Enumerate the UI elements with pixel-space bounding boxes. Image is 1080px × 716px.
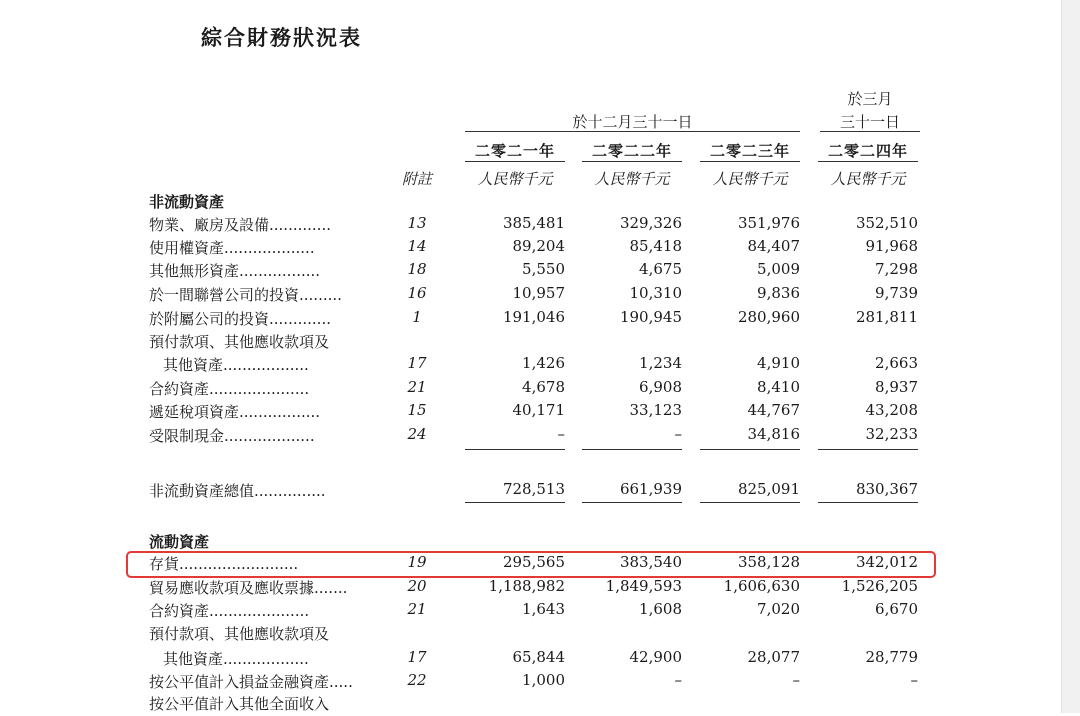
row-label: 流動資產 [149, 533, 210, 551]
value-2023: 825,091 [737, 480, 800, 498]
value-2024: 9,739 [875, 284, 918, 302]
subtotal-line [700, 449, 800, 450]
value-2022: 383,540 [619, 553, 682, 571]
value-2024: – [910, 671, 918, 689]
unit-header: 人民幣千元 [712, 170, 788, 188]
value-2022: – [674, 671, 682, 689]
year-underline [465, 161, 565, 162]
value-2023: – [792, 671, 800, 689]
value-2023: 4,910 [757, 354, 800, 372]
value-2021: 10,957 [512, 284, 565, 302]
group-underline [465, 131, 800, 132]
value-2024: 352,510 [855, 214, 918, 232]
value-2022: 85,418 [629, 237, 682, 255]
subtotal-line [582, 449, 682, 450]
value-2022: 4,675 [639, 260, 682, 278]
march-underline [820, 131, 920, 132]
value-2023: 5,009 [757, 260, 800, 278]
year-underline [818, 161, 918, 162]
value-2022: 329,326 [619, 214, 682, 232]
value-2021: 191,046 [502, 308, 565, 326]
row-note: 1 [412, 308, 422, 326]
value-2024: 8,937 [875, 378, 918, 396]
row-label: 於一間聯營公司的投資......... [149, 286, 342, 304]
value-2024: 6,670 [875, 600, 918, 618]
row-note: 14 [407, 237, 427, 255]
table-row [0, 260, 1060, 283]
row-label: 合約資產..................... [149, 380, 310, 398]
year-header-2024: 二零二四年 [827, 142, 908, 160]
row-label: 按公平值計入其他全面收入 [149, 695, 330, 713]
table-row [0, 284, 1060, 307]
row-note: 24 [407, 425, 427, 443]
unit-header: 人民幣千元 [594, 170, 670, 188]
year-header-2021: 二零二一年 [474, 142, 555, 160]
year-header-2022: 二零二二年 [591, 142, 672, 160]
value-2021: 4,678 [522, 378, 565, 396]
row-note: 22 [407, 671, 427, 689]
table-row [0, 553, 1060, 576]
total-row [0, 480, 1060, 503]
table-row [0, 308, 1060, 331]
row-label: 預付款項、其他應收款項及 [149, 333, 330, 351]
row-note: 15 [407, 401, 427, 419]
table-row [0, 331, 1060, 354]
value-2024: 28,779 [865, 648, 918, 666]
row-label: 貿易應收款項及應收票據....... [149, 579, 348, 597]
value-2023: 280,960 [737, 308, 800, 326]
value-2022: 10,310 [629, 284, 682, 302]
value-2022: 1,608 [639, 600, 682, 618]
total-underline [818, 502, 918, 503]
value-2023: 84,407 [747, 237, 800, 255]
row-label: 非流動資產總值............... [149, 482, 326, 500]
table-row [0, 577, 1060, 600]
note-column-header: 附註 [401, 170, 432, 188]
value-2022: 190,945 [619, 308, 682, 326]
table-row [0, 648, 1060, 671]
value-2021: 1,188,982 [488, 577, 565, 595]
row-label: 其他無形資產................. [149, 262, 321, 280]
value-2023: 9,836 [757, 284, 800, 302]
row-label: 其他資產.................. [163, 650, 309, 668]
value-2023: 1,606,630 [723, 577, 800, 595]
value-2023: 44,767 [747, 401, 800, 419]
value-2021: 65,844 [512, 648, 565, 666]
value-2021: 89,204 [512, 237, 565, 255]
value-2022: 1,234 [639, 354, 682, 372]
table-row [0, 623, 1060, 646]
table-row [0, 671, 1060, 694]
row-note: 20 [407, 577, 427, 595]
row-label: 其他資產.................. [163, 356, 309, 374]
row-note: 17 [407, 354, 427, 372]
row-label: 遞延稅項資產................. [149, 403, 321, 421]
value-2024: 281,811 [855, 308, 918, 326]
table-row [0, 237, 1060, 260]
table-row [0, 378, 1060, 401]
row-label: 合約資產..................... [149, 602, 310, 620]
value-2021: 1,000 [522, 671, 565, 689]
value-2023: 34,816 [747, 425, 800, 443]
march-label-line-2: 三十一日 [839, 113, 900, 131]
value-2024: 342,012 [855, 553, 918, 571]
page-title: 綜合財務狀況表 [201, 25, 362, 50]
value-2021: 728,513 [502, 480, 565, 498]
row-note: 13 [407, 214, 427, 232]
total-underline [465, 502, 565, 503]
row-label: 存貨......................... [149, 555, 299, 573]
value-2021: 295,565 [502, 553, 565, 571]
value-2024: 1,526,205 [841, 577, 918, 595]
row-label: 使用權資產................... [149, 239, 315, 257]
row-note: 18 [407, 260, 427, 278]
value-2022: – [674, 425, 682, 443]
row-note: 21 [407, 600, 427, 618]
total-underline [700, 502, 800, 503]
value-2021: – [557, 425, 565, 443]
value-2021: 1,643 [522, 600, 565, 618]
row-label: 預付款項、其他應收款項及 [149, 625, 330, 643]
value-2022: 661,939 [619, 480, 682, 498]
table-row [0, 425, 1060, 448]
table-row [0, 401, 1060, 424]
table-row [0, 600, 1060, 623]
row-label: 非流動資產 [149, 193, 225, 211]
value-2024: 91,968 [865, 237, 918, 255]
value-2023: 351,976 [737, 214, 800, 232]
unit-header: 人民幣千元 [477, 170, 553, 188]
value-2022: 33,123 [629, 401, 682, 419]
row-label: 受限制現金................... [149, 427, 315, 445]
row-label: 按公平值計入損益金融資產..... [149, 673, 353, 691]
value-2024: 32,233 [865, 425, 918, 443]
march-label-line-1: 於三月 [847, 90, 893, 108]
value-2021: 40,171 [512, 401, 565, 419]
section-heading-non-current [0, 191, 1060, 214]
value-2023: 8,410 [757, 378, 800, 396]
row-label: 於附屬公司的投資............. [149, 310, 331, 328]
value-2022: 1,849,593 [605, 577, 682, 595]
value-2024: 7,298 [875, 260, 918, 278]
unit-header: 人民幣千元 [830, 170, 906, 188]
year-underline [700, 161, 800, 162]
row-note: 19 [407, 553, 427, 571]
subtotal-line [465, 449, 565, 450]
row-label: 物業、廠房及設備............. [149, 216, 331, 234]
value-2023: 7,020 [757, 600, 800, 618]
right-scroll-edge [1061, 0, 1080, 713]
value-2023: 28,077 [747, 648, 800, 666]
value-2021: 385,481 [502, 214, 565, 232]
table-row [0, 354, 1060, 377]
total-underline [582, 502, 682, 503]
value-2022: 42,900 [629, 648, 682, 666]
value-2024: 2,663 [875, 354, 918, 372]
year-header-2023: 二零二三年 [709, 142, 790, 160]
row-note: 21 [407, 378, 427, 396]
table-row [0, 214, 1060, 237]
row-note: 17 [407, 648, 427, 666]
value-2021: 5,550 [522, 260, 565, 278]
year-underline [582, 161, 682, 162]
value-2024: 830,367 [855, 480, 918, 498]
value-2024: 43,208 [865, 401, 918, 419]
value-2021: 1,426 [522, 354, 565, 372]
subtotal-line [818, 449, 918, 450]
value-2022: 6,908 [639, 378, 682, 396]
value-2023: 358,128 [737, 553, 800, 571]
row-note: 16 [407, 284, 427, 302]
year-end-group-label: 於十二月三十一日 [572, 113, 693, 131]
